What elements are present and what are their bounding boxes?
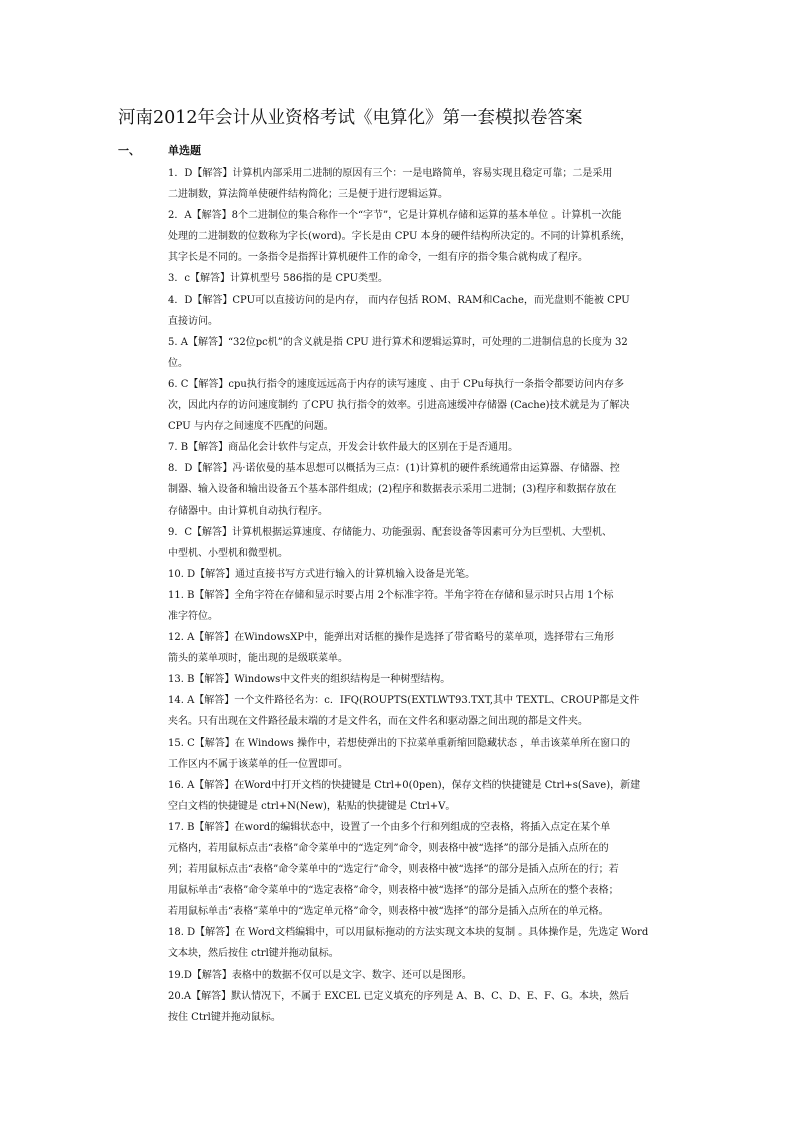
answer-item: [168, 564, 680, 585]
section-number: 一、: [118, 144, 140, 157]
answer-line: 工作区内不属于该菜单的任一位置即可。: [168, 758, 348, 770]
answer-line: 17. B【解答】在word的编辑状态中，设置了一个由多个行和列组成的空表格，将插入点定在某个单: [168, 821, 611, 833]
answer-line: 位。: [168, 357, 188, 369]
answer-line: 二进制数，算法简单使硬件结构简化；三是便于进行逻辑运算。: [168, 189, 448, 201]
answer-line: 20.A【解答】默认情况下，不属于 EXCEL 已定义填充的序列是 A、B、C、D、E、F、G。本块，然后: [168, 990, 629, 1002]
answer-item: [168, 986, 680, 1028]
answer-line: 14. A【解答】一个文件路径名为：c．IFQ(ROUPTS(EXTLWT93.TXT,其中 TEXTL、CROUP都是文件: [168, 695, 640, 707]
answer-line: 16. A【解答】在Word中打开文档的快捷键是 Ctrl+0(0pen)，保存文档的快捷键是 Ctrl+s(Save)，新建: [168, 779, 641, 791]
answer-item: [168, 690, 680, 732]
answer-line: 制器、输入设备和输出设备五个基本部件组成；(2)程序和数据表示采用二进制；(3)程序和数据存放在: [168, 484, 617, 496]
answer-line: 5. A【解答】“32位pc机”的含义就是指 CPU 进行算术和逻辑运算时，可处理的二进制信息的长度为 32: [168, 336, 628, 348]
answer-line: 2．A【解答】8个二进制位的集合称作一个“字节”，它是计算机存储和运算的基本单位 。计算机一次能: [168, 210, 622, 222]
answer-line: 准字符位。: [168, 610, 218, 622]
answer-item: [168, 437, 680, 458]
answer-item: [168, 458, 680, 521]
answer-line: 中型机、小型机和微型机。: [168, 547, 288, 559]
answer-item: [168, 775, 680, 817]
answer-line: 4．D【解答】CPU可以直接访问的是内存， 而内存包括 ROM、RAM和Cache，而光盘则不能被 CPU: [168, 294, 630, 306]
answer-line: 18. D【解答】在 Word文档编辑中，可以用鼠标拖动的方法实现文本块的复制 。具体操作是，先选定 Word: [168, 927, 649, 939]
answer-line: 用鼠标单击“表格”命令菜单中的“选定表格”命令，则表格中被“选择”的部分是插入点所在的整个表格；: [168, 885, 619, 897]
answer-line: 列；若用鼠标点击“表格”命令菜单中的“选定行”命令，则表格中被“选择”的部分是插入点所在的行；若: [168, 864, 619, 876]
answer-line: 箭头的菜单项时，能出现的是级联菜单。: [168, 653, 348, 665]
document-title: 河南2012年会计从业资格考试《电算化》第一套模拟卷答案: [118, 108, 583, 128]
answer-line: 8．D【解答】冯·诺依曼的基本思想可以概括为三点：(1)计算机的硬件系统通常由运算器、存储器、控: [168, 463, 620, 475]
answer-line: 按住 Ctrl键并拖动鼠标。: [168, 1011, 281, 1023]
answer-line: 处理的二进制数的位数称为字长(word)。字长是由 CPU 本身的硬件结构所决定的。不同的计算机系统，: [168, 231, 631, 243]
answer-line: 10. D【解答】通过直接书写方式进行输入的计算机输入设备是光笔。: [168, 568, 476, 580]
answer-item: [168, 290, 680, 332]
answer-line: 元格内，若用鼠标点击“表格”命令菜单中的“选定列”命令，则表格中被“选择”的部分是插入点所在的: [168, 843, 609, 854]
answer-line: 直接访问。: [168, 315, 218, 327]
answer-line: 存储器中。由计算机自动执行程序。: [168, 505, 328, 517]
answer-item: [168, 669, 680, 690]
answer-line: CPU 与内存之间速度不匹配的问题。: [168, 421, 334, 433]
answer-item: [168, 922, 680, 964]
answer-line: 9．C【解答】计算机根据运算速度、存储能力、功能强弱、配套设备等因素可分为巨型机、大型机、: [168, 526, 613, 538]
answer-line: 1．D【解答】计算机内部采用二进制的原因有三个：一是电路简单，容易实现且稳定可靠；二是采用: [168, 168, 613, 179]
answer-item: [168, 332, 680, 374]
answer-line: 次，因此内存的访问速度制约 了CPU 执行指令的效率。引进高速缓冲存储器 (Cache)技术就是为了解决: [168, 400, 630, 412]
answer-item: [168, 585, 680, 627]
answer-item: [168, 268, 680, 289]
answer-item: [168, 965, 680, 986]
answer-line: 6. C【解答】cpu执行指令的速度远远高于内存的读写速度 、由于 CPu每执行一条指令都要访问内存多: [168, 378, 624, 390]
answer-list: [168, 163, 680, 1028]
section-heading: 单选题: [168, 144, 201, 157]
answer-line: 3．c【解答】计算机型号 586指的是 CPU类型。: [168, 273, 389, 285]
answer-line: 13. B【解答】Windows中文件夹的组织结构是一种树型结构。: [168, 674, 451, 686]
answer-item: [168, 522, 680, 564]
answer-item: [168, 627, 680, 669]
answer-line: 其字长是不同的。一条指令是指挥计算机硬件工作的命令，一组有序的指令集合就构成了程序。: [168, 252, 588, 264]
answer-line: 19.D【解答】表格中的数据不仅可以是文字、数字、还可以是图形。: [168, 969, 472, 981]
answer-line: 文本块，然后按住 ctrl键并拖动鼠标。: [168, 948, 339, 960]
answer-item: [168, 205, 680, 268]
answer-item: [168, 817, 680, 922]
answer-line: 11. B【解答】全角字符在存储和显示时要占用 2个标准字符。半角字符在存储和显示时只占用 1个标: [168, 589, 614, 601]
answer-line: 夹名。只有出现在文件路径最末端的才是文件名，而在文件名和驱动器之间出现的都是文件夹。: [168, 716, 588, 728]
answer-item: [168, 163, 680, 205]
answer-line: 若用鼠标单击“表格”菜单中的“选定单元格”命令，则表格中被“选择”的部分是插入点所在的单元格。: [168, 906, 609, 918]
answer-line: 15. C【解答】在 Windows 操作中，若想使弹出的下拉菜单重新缩回隐藏状态 ，单击该菜单所在窗口的: [168, 737, 631, 749]
answer-item: [168, 733, 680, 775]
answer-line: 12. A【解答】在WindowsXP中，能弹出对话框的操作是选择了带省略号的菜单项，选择带右三角形: [168, 632, 615, 644]
answer-item: [168, 374, 680, 437]
answer-line: 空白文档的快捷键是 ctrl+N(New)，粘贴的快捷键是 Ctrl+V。: [168, 800, 456, 812]
answer-line: 7. B【解答】商品化会计软件与定点，开发会计软件最大的区别在于是否通用。: [168, 442, 519, 454]
